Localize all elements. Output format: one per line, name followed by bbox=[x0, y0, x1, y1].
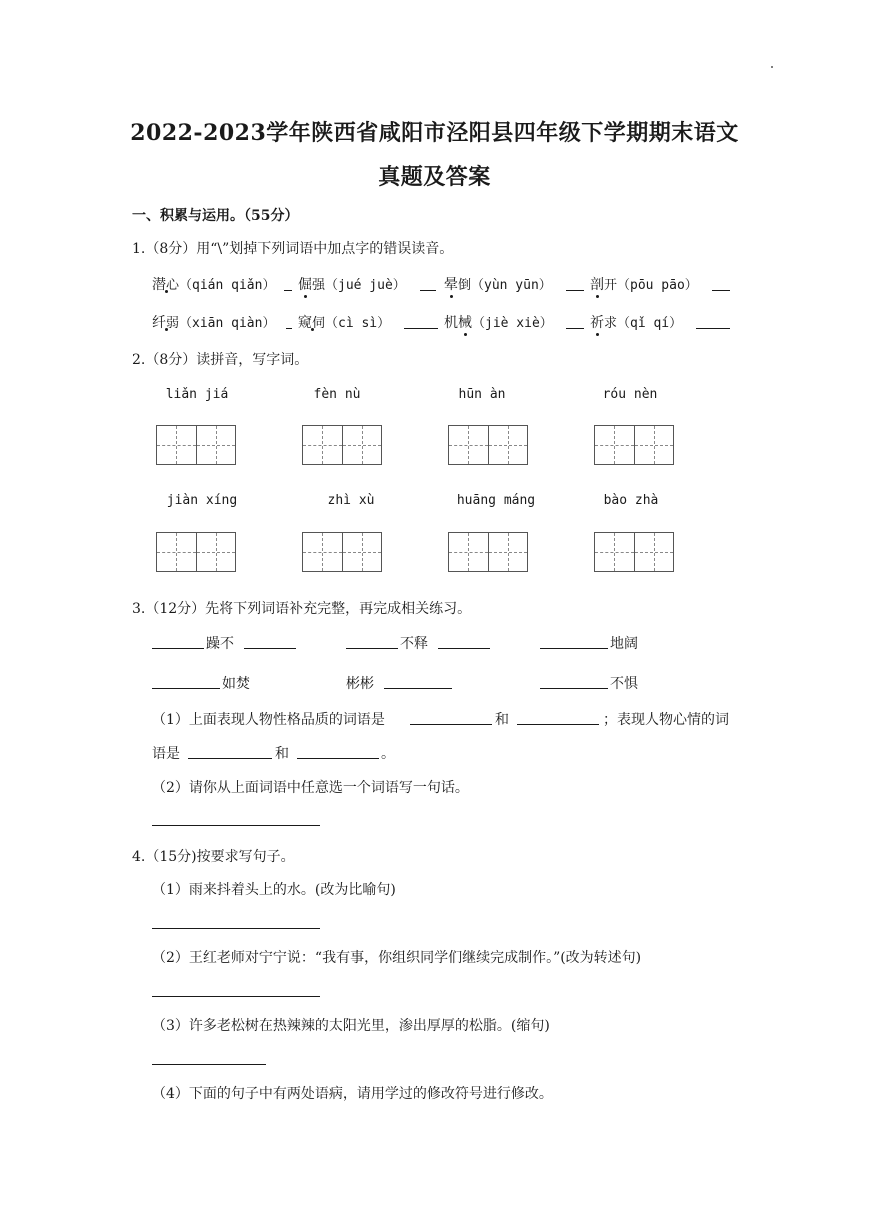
answer-blank[interactable] bbox=[346, 648, 398, 649]
q1-item: 潜心（qián qiǎn） bbox=[152, 277, 276, 293]
corner-dot bbox=[771, 66, 773, 68]
q2-stem: 2.（8分）读拼音，写字词。 bbox=[132, 352, 309, 368]
answer-blank[interactable] bbox=[540, 688, 608, 689]
q1-item: 剖开（pōu pāo） bbox=[590, 274, 698, 294]
q3-sub1-and: 和 bbox=[495, 712, 509, 728]
q4-sub4: （4）下面的句子中有两处语病，请用学过的修改符号进行修改。 bbox=[152, 1086, 553, 1102]
answer-blank[interactable] bbox=[244, 648, 296, 649]
pinyin-label: zhì xù bbox=[327, 493, 375, 508]
q4-sub3: （3）许多老松树在热辣辣的太阳光里，渗出厚厚的松脂。(缩句) bbox=[152, 1018, 550, 1034]
answer-blank[interactable] bbox=[410, 724, 492, 725]
idiom-fragment: 躁不 bbox=[206, 636, 234, 652]
answer-blank[interactable] bbox=[297, 758, 379, 759]
idiom-fragment: 不惧 bbox=[610, 676, 638, 692]
doc-title-line1: 2022-2023学年陕西省咸阳市泾阳县四年级下学期期末语文 bbox=[130, 120, 739, 146]
answer-line[interactable] bbox=[152, 1064, 266, 1065]
q1-item: 纤弱（xiān qiàn） bbox=[152, 315, 276, 331]
q3-stem: 3.（12分）先将下列词语补充完整，再完成相关练习。 bbox=[132, 601, 472, 617]
idiom-fragment: 地阔 bbox=[610, 636, 638, 652]
answer-blank[interactable] bbox=[540, 648, 608, 649]
writing-grid[interactable] bbox=[594, 425, 674, 465]
pinyin-label: bào zhà bbox=[603, 493, 659, 508]
answer-line[interactable] bbox=[152, 928, 320, 929]
q1-item: 倔强（jué juè） bbox=[298, 274, 406, 294]
pinyin-label: huāng máng bbox=[456, 493, 536, 508]
q1-item: 窥伺（cì sì） bbox=[298, 315, 391, 331]
pinyin-label: jiàn xíng bbox=[166, 493, 238, 508]
idiom-fragment: 如焚 bbox=[222, 676, 250, 692]
pinyin-label: hūn àn bbox=[458, 387, 506, 402]
answer-blank[interactable] bbox=[384, 688, 452, 689]
writing-grid[interactable] bbox=[448, 425, 528, 465]
q1-item: 晕倒（yùn yūn） bbox=[444, 274, 552, 294]
writing-grid[interactable] bbox=[448, 532, 528, 572]
answer-blank[interactable] bbox=[438, 648, 490, 649]
writing-grid[interactable] bbox=[302, 532, 382, 572]
q3-sub1-and2: 和 bbox=[275, 746, 289, 762]
q1-item: 祈求（qǐ qí） bbox=[590, 312, 682, 332]
pinyin-label: róu nèn bbox=[602, 387, 658, 402]
q3-sub1-end: 。 bbox=[381, 746, 395, 762]
pinyin-label: fèn nù bbox=[313, 387, 361, 402]
q3-sub1-line2: 语是 bbox=[152, 746, 180, 762]
writing-grid[interactable] bbox=[156, 532, 236, 572]
pinyin-label: liǎn jiá bbox=[165, 387, 229, 402]
q4-sub2: （2）王红老师对宁宁说：“我有事，你组织同学们继续完成制作。”(改为转述句) bbox=[152, 950, 642, 966]
answer-blank[interactable] bbox=[517, 724, 599, 725]
q3-sub1: （1）上面表现人物性格品质的词语是 bbox=[152, 712, 385, 728]
q1-stem: 1.（8分）用“\”划掉下列词语中加点字的错误读音。 bbox=[132, 241, 454, 257]
answer-line[interactable] bbox=[152, 825, 320, 826]
answer-line[interactable] bbox=[152, 996, 320, 997]
writing-grid[interactable] bbox=[156, 425, 236, 465]
q4-sub1: （1）雨来抖着头上的水。(改为比喻句) bbox=[152, 882, 396, 898]
q1-item: 机械（jiè xiè） bbox=[444, 312, 553, 332]
answer-blank[interactable] bbox=[188, 758, 272, 759]
section-heading: 一、积累与运用。（55分） bbox=[132, 208, 299, 224]
q4-stem: 4.（15分)按要求写句子。 bbox=[132, 849, 295, 865]
q3-sub2: （2）请你从上面词语中任意选一个词语写一句话。 bbox=[152, 780, 469, 796]
idiom-fragment: 彬彬 bbox=[346, 676, 374, 692]
writing-grid[interactable] bbox=[594, 532, 674, 572]
idiom-fragment: 不释 bbox=[400, 636, 428, 652]
q3-sub1-cont: ；表现人物心情的词 bbox=[603, 712, 729, 728]
answer-blank[interactable] bbox=[152, 688, 220, 689]
doc-title-line2: 真题及答案 bbox=[378, 164, 491, 190]
answer-blank[interactable] bbox=[152, 648, 204, 649]
writing-grid[interactable] bbox=[302, 425, 382, 465]
